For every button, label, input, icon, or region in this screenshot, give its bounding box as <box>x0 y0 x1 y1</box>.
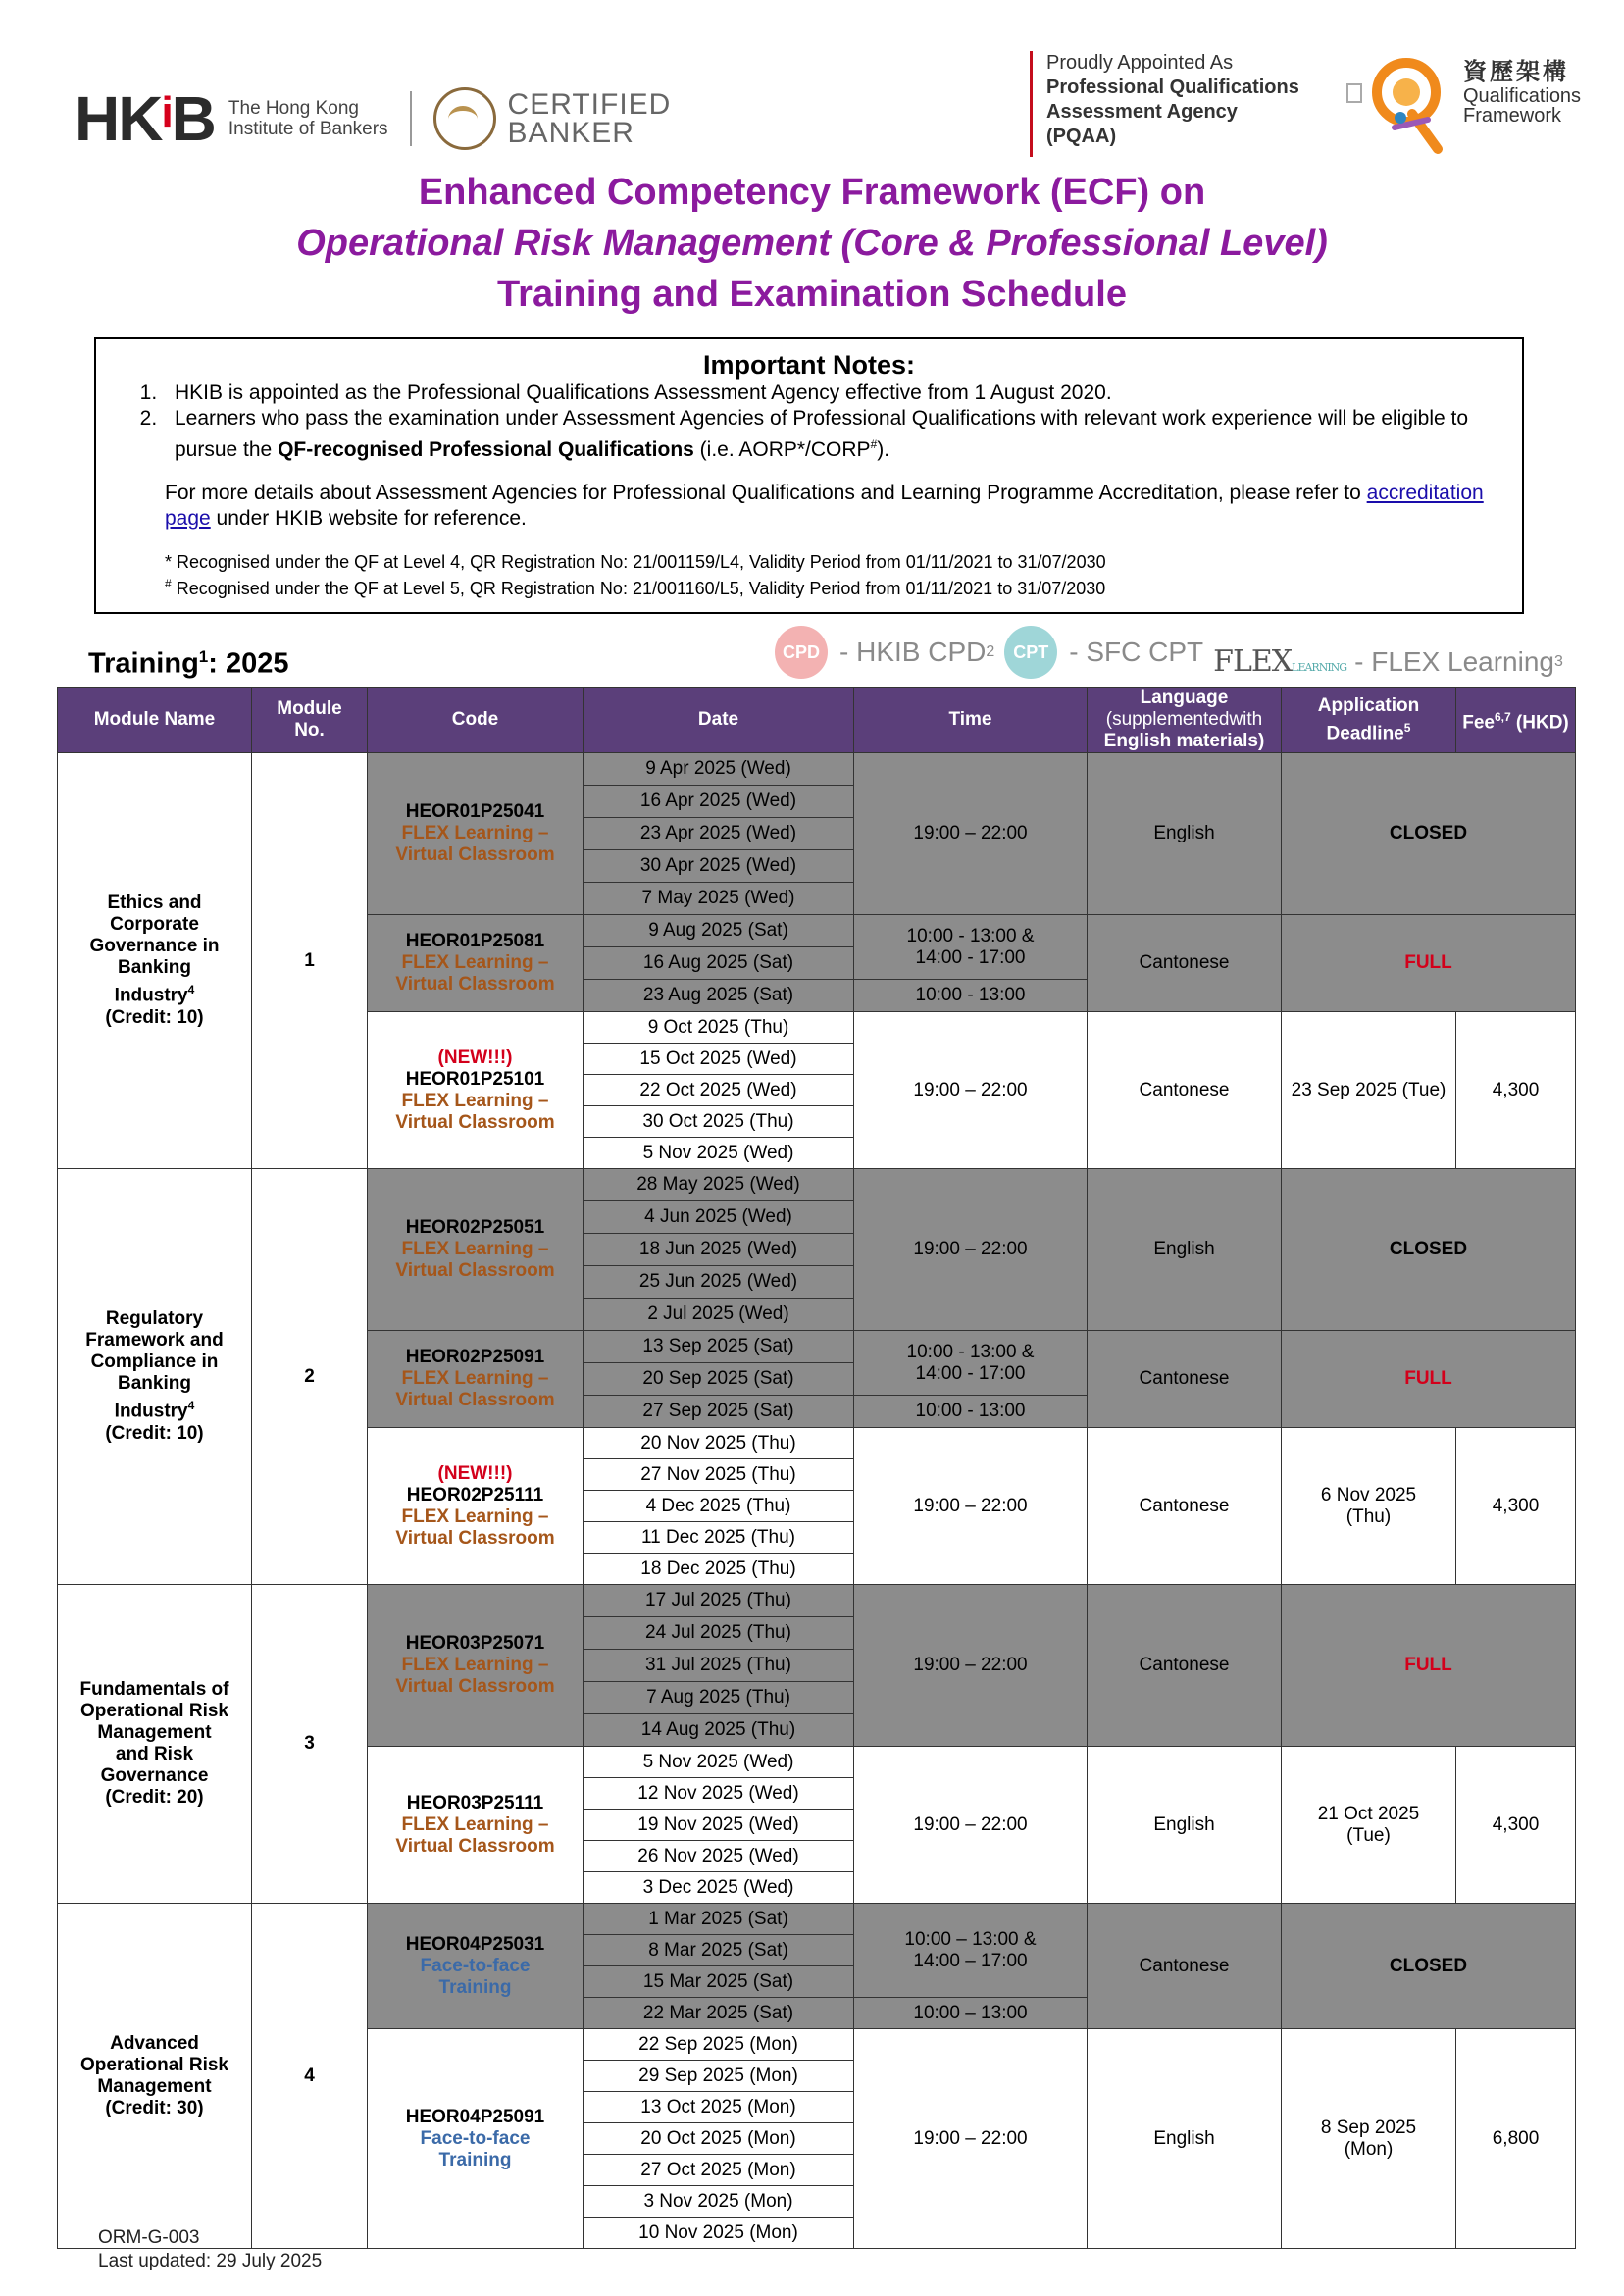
code-cell: HEOR01P25041 FLEX Learning – Virtual Classroom <box>368 753 584 915</box>
date-cell: 11 Dec 2025 (Thu) <box>584 1522 854 1554</box>
date-cell: 14 Aug 2025 (Thu) <box>584 1714 854 1747</box>
date-cell: 5 Nov 2025 (Wed) <box>584 1138 854 1169</box>
date-cell: 13 Oct 2025 (Mon) <box>584 2092 854 2123</box>
legend-cpt: CPT - SFC CPT <box>1004 626 1203 679</box>
cpt-icon: CPT <box>1004 626 1057 679</box>
language-cell: Cantonese <box>1088 915 1282 1012</box>
certified-banker-icon <box>433 87 496 150</box>
col-date: Date <box>584 688 854 753</box>
date-cell: 27 Sep 2025 (Sat) <box>584 1396 854 1428</box>
pqaa-badge: Proudly Appointed As Professional Qualifications Assessment Agency (PQAA) <box>1030 51 1299 157</box>
date-cell: 25 Jun 2025 (Wed) <box>584 1266 854 1299</box>
legend-flex: FLEXLEARNING - FLEX Learning 3 <box>1213 644 1563 679</box>
col-fee: Fee$^{6,7}$ (HKD) <box>1456 688 1576 753</box>
module-no-cell: 1 <box>252 753 368 1169</box>
logo-divider <box>410 91 412 146</box>
date-cell: 8 Mar 2025 (Sat) <box>584 1935 854 1966</box>
hkib-logo <box>75 75 671 163</box>
code-cell: (NEW!!!) HEOR01P25101 FLEX Learning – Virtual Classroom <box>368 1012 584 1169</box>
footnote-l5: # Recognised under the QF at Level 5, QR Registration No: 21/001160/L5, Validity Period from 01/11/2021 to 31/07/2030 <box>165 577 1106 598</box>
date-cell: 9 Apr 2025 (Wed) <box>584 753 854 786</box>
time-cell: 19:00 – 22:00 <box>854 1012 1088 1169</box>
date-cell: 30 Apr 2025 (Wed) <box>584 850 854 883</box>
date-cell: 9 Oct 2025 (Thu) <box>584 1012 854 1044</box>
date-cell: 19 Nov 2025 (Wed) <box>584 1810 854 1841</box>
legend <box>775 624 1573 679</box>
hkib-logo-mark: $HK^iB$ <box>75 83 215 154</box>
date-cell: 18 Jun 2025 (Wed) <box>584 1234 854 1266</box>
time-cell: 19:00 – 22:00 <box>854 1169 1088 1331</box>
code-cell: (NEW!!!) HEOR02P25111 FLEX Learning – Virtual Classroom <box>368 1428 584 1585</box>
status-badge: FULL <box>1282 1585 1576 1747</box>
date-cell: 3 Dec 2025 (Wed) <box>584 1872 854 1904</box>
date-cell: 10 Nov 2025 (Mon) <box>584 2218 854 2249</box>
fee-cell: 4,300 <box>1456 1747 1576 1904</box>
notes-heading: Important Notes: <box>703 350 915 380</box>
code-cell: HEOR04P25031 Face-to-face Training <box>368 1904 584 2029</box>
date-cell: 5 Nov 2025 (Wed) <box>584 1747 854 1778</box>
code-cell: HEOR02P25091 FLEX Learning – Virtual Classroom <box>368 1331 584 1428</box>
time-cell: 19:00 – 22:00 <box>854 2029 1088 2249</box>
module-name-cell: Advanced Operational Risk Management (Credit: 30) <box>58 1904 252 2249</box>
status-badge: FULL <box>1282 1331 1576 1428</box>
time-cell: 19:00 – 22:00 <box>854 1747 1088 1904</box>
language-cell: Cantonese <box>1088 1428 1282 1585</box>
code-cell: HEOR04P25091 Face-to-face Training <box>368 2029 584 2249</box>
date-cell: 4 Jun 2025 (Wed) <box>584 1201 854 1234</box>
date-cell: 27 Nov 2025 (Thu) <box>584 1459 854 1491</box>
module-no-cell: 3 <box>252 1585 368 1904</box>
code-cell: HEOR01P25081 FLEX Learning – Virtual Classroom <box>368 915 584 1012</box>
module-no-cell: 4 <box>252 1904 368 2249</box>
training-heading: Training$^1$: 2025 <box>88 647 289 680</box>
schedule-table <box>57 687 1576 2249</box>
date-cell: 22 Oct 2025 (Wed) <box>584 1075 854 1106</box>
date-cell: 23 Aug 2025 (Sat) <box>584 980 854 1012</box>
page-footer <box>98 2226 322 2273</box>
module-name-cell: Ethics and Corporate Governance in Banking Industry$^4$ (Credit: 10) <box>58 753 252 1169</box>
date-cell: 13 Sep 2025 (Sat) <box>584 1331 854 1363</box>
date-cell: 16 Aug 2025 (Sat) <box>584 947 854 980</box>
date-cell: 28 May 2025 (Wed) <box>584 1169 854 1201</box>
date-cell: 26 Nov 2025 (Wed) <box>584 1841 854 1872</box>
notes-more-details: For more details about Assessment Agencies for Professional Qualifications and Learning Programme Accreditation, please refer to accreditation page under HKIB website for reference. <box>165 482 1484 530</box>
date-cell: 12 Nov 2025 (Wed) <box>584 1778 854 1810</box>
language-cell: Cantonese <box>1088 1012 1282 1169</box>
flex-learning-icon: FLEXLEARNING <box>1213 644 1347 679</box>
date-cell: 22 Sep 2025 (Mon) <box>584 2029 854 2061</box>
language-cell: Cantonese <box>1088 1585 1282 1747</box>
time-cell: 19:00 – 22:00 <box>854 753 1088 915</box>
code-cell: HEOR02P25051 FLEX Learning – Virtual Classroom <box>368 1169 584 1331</box>
date-cell: 24 Jul 2025 (Thu) <box>584 1617 854 1650</box>
col-code: Code <box>368 688 584 753</box>
qualifications-framework-text: 資歷架構 Qualifications Framework <box>1463 59 1582 127</box>
deadline-cell: 6 Nov 2025 (Thu) <box>1282 1428 1456 1585</box>
table-header-row <box>58 688 1576 753</box>
time-cell: 10:00 - 13:00 <box>854 980 1088 1012</box>
time-cell: 10:00 - 13:00 & 14:00 - 17:00 <box>854 1331 1088 1396</box>
language-cell: Cantonese <box>1088 1904 1282 2029</box>
legend-cpd: CPD - HKIB CPD 2 <box>775 626 994 679</box>
col-module-no: Module No. <box>252 688 368 753</box>
footnote-l4: * Recognised under the QF at Level 4, QR Registration No: 21/001159/L4, Validity Period from 01/11/2021 to 31/07/2030 <box>165 552 1106 572</box>
module-no-cell: 2 <box>252 1169 368 1585</box>
module-name-cell: Fundamentals of Operational Risk Management and Risk Governance (Credit: 20) <box>58 1585 252 1904</box>
date-cell: 27 Oct 2025 (Mon) <box>584 2155 854 2186</box>
col-time: Time <box>854 688 1088 753</box>
status-badge: CLOSED <box>1282 1904 1576 2029</box>
code-cell: HEOR03P25111 FLEX Learning – Virtual Classroom <box>368 1747 584 1904</box>
date-cell: 29 Sep 2025 (Mon) <box>584 2061 854 2092</box>
document-title: Enhanced Competency Framework (ECF) on Operational Risk Management (Core & Professional Level) Training and Examination Schedule <box>296 172 1328 315</box>
module-name-cell: Regulatory Framework and Compliance in Banking Industry$^4$ (Credit: 10) <box>58 1169 252 1585</box>
date-cell: 30 Oct 2025 (Thu) <box>584 1106 854 1138</box>
date-cell: 16 Apr 2025 (Wed) <box>584 786 854 818</box>
date-cell: 4 Dec 2025 (Thu) <box>584 1491 854 1522</box>
date-cell: 15 Mar 2025 (Sat) <box>584 1966 854 1998</box>
accreditation-page-link[interactable]: accreditation page <box>165 482 1484 530</box>
status-badge: CLOSED <box>1282 1169 1576 1331</box>
status-badge: FULL <box>1282 915 1576 1012</box>
deadline-cell: 23 Sep 2025 (Tue) <box>1282 1012 1456 1169</box>
hkib-logo-text: The Hong Kong Institute of Bankers <box>228 98 388 139</box>
date-cell: 7 Aug 2025 (Thu) <box>584 1682 854 1714</box>
language-cell: Cantonese <box>1088 1331 1282 1428</box>
date-cell: 17 Jul 2025 (Thu) <box>584 1585 854 1617</box>
notes-footnotes <box>165 551 1522 599</box>
language-cell: English <box>1088 1747 1282 1904</box>
deadline-cell: 8 Sep 2025 (Mon) <box>1282 2029 1456 2249</box>
date-cell: 23 Apr 2025 (Wed) <box>584 818 854 850</box>
date-cell: 18 Dec 2025 (Thu) <box>584 1554 854 1585</box>
certified-banker-text: CERTIFIED BANKER <box>507 88 672 149</box>
col-language: Language (supplementedwith English materials) <box>1088 688 1282 753</box>
date-cell: 20 Oct 2025 (Mon) <box>584 2123 854 2155</box>
fee-cell: 6,800 <box>1456 2029 1576 2249</box>
date-cell: 3 Nov 2025 (Mon) <box>584 2186 854 2218</box>
table-row <box>58 753 1576 786</box>
date-cell: 7 May 2025 (Wed) <box>584 883 854 915</box>
time-cell: 19:00 – 22:00 <box>854 1585 1088 1747</box>
fee-cell: 4,300 <box>1456 1428 1576 1585</box>
time-cell: 10:00 - 13:00 & 14:00 - 17:00 <box>854 915 1088 980</box>
col-deadline: Application Deadline$^5$ <box>1282 688 1456 753</box>
document-code: ORM-G-003 <box>98 2227 200 2248</box>
date-cell: 20 Sep 2025 (Sat) <box>584 1363 854 1396</box>
time-cell: 19:00 – 22:00 <box>854 1428 1088 1585</box>
fee-cell: 4,300 <box>1456 1012 1576 1169</box>
cpd-icon: CPD <box>775 626 828 679</box>
last-updated: Last updated: 29 July 2025 <box>98 2251 323 2271</box>
col-module-name: Module Name <box>58 688 252 753</box>
time-cell: 10:00 – 13:00 <box>854 1998 1088 2029</box>
language-cell: English <box>1088 753 1282 915</box>
date-cell: 1 Mar 2025 (Sat) <box>584 1904 854 1935</box>
time-cell: 10:00 - 13:00 <box>854 1396 1088 1428</box>
page-header <box>59 51 1589 161</box>
status-badge: CLOSED <box>1282 753 1576 915</box>
date-cell: 9 Aug 2025 (Sat) <box>584 915 854 947</box>
language-cell: English <box>1088 2029 1282 2249</box>
deadline-cell: 21 Oct 2025 (Tue) <box>1282 1747 1456 1904</box>
date-cell: 31 Jul 2025 (Thu) <box>584 1650 854 1682</box>
note-item-2: 2. Learners who pass the examination under Assessment Agencies of Professional Qualifications with relevant work experience will be eligible to pursue the QF-recognised Professional Qualifications (i.e. AORP*/CORP#). <box>163 406 1522 463</box>
date-cell: 22 Mar 2025 (Sat) <box>584 1998 854 2029</box>
note-item-1: 1. HKIB is appointed as the Professional Qualifications Assessment Agency effective from 1 August 2020. <box>163 381 1522 406</box>
date-cell: 2 Jul 2025 (Wed) <box>584 1299 854 1331</box>
language-cell: English <box>1088 1169 1282 1331</box>
qualifications-framework-icon <box>1344 55 1461 157</box>
date-cell: 20 Nov 2025 (Thu) <box>584 1428 854 1459</box>
important-notes-box <box>94 337 1524 614</box>
date-cell: 15 Oct 2025 (Wed) <box>584 1044 854 1075</box>
code-cell: HEOR03P25071 FLEX Learning – Virtual Classroom <box>368 1585 584 1747</box>
time-cell: 10:00 – 13:00 & 14:00 – 17:00 <box>854 1904 1088 1998</box>
